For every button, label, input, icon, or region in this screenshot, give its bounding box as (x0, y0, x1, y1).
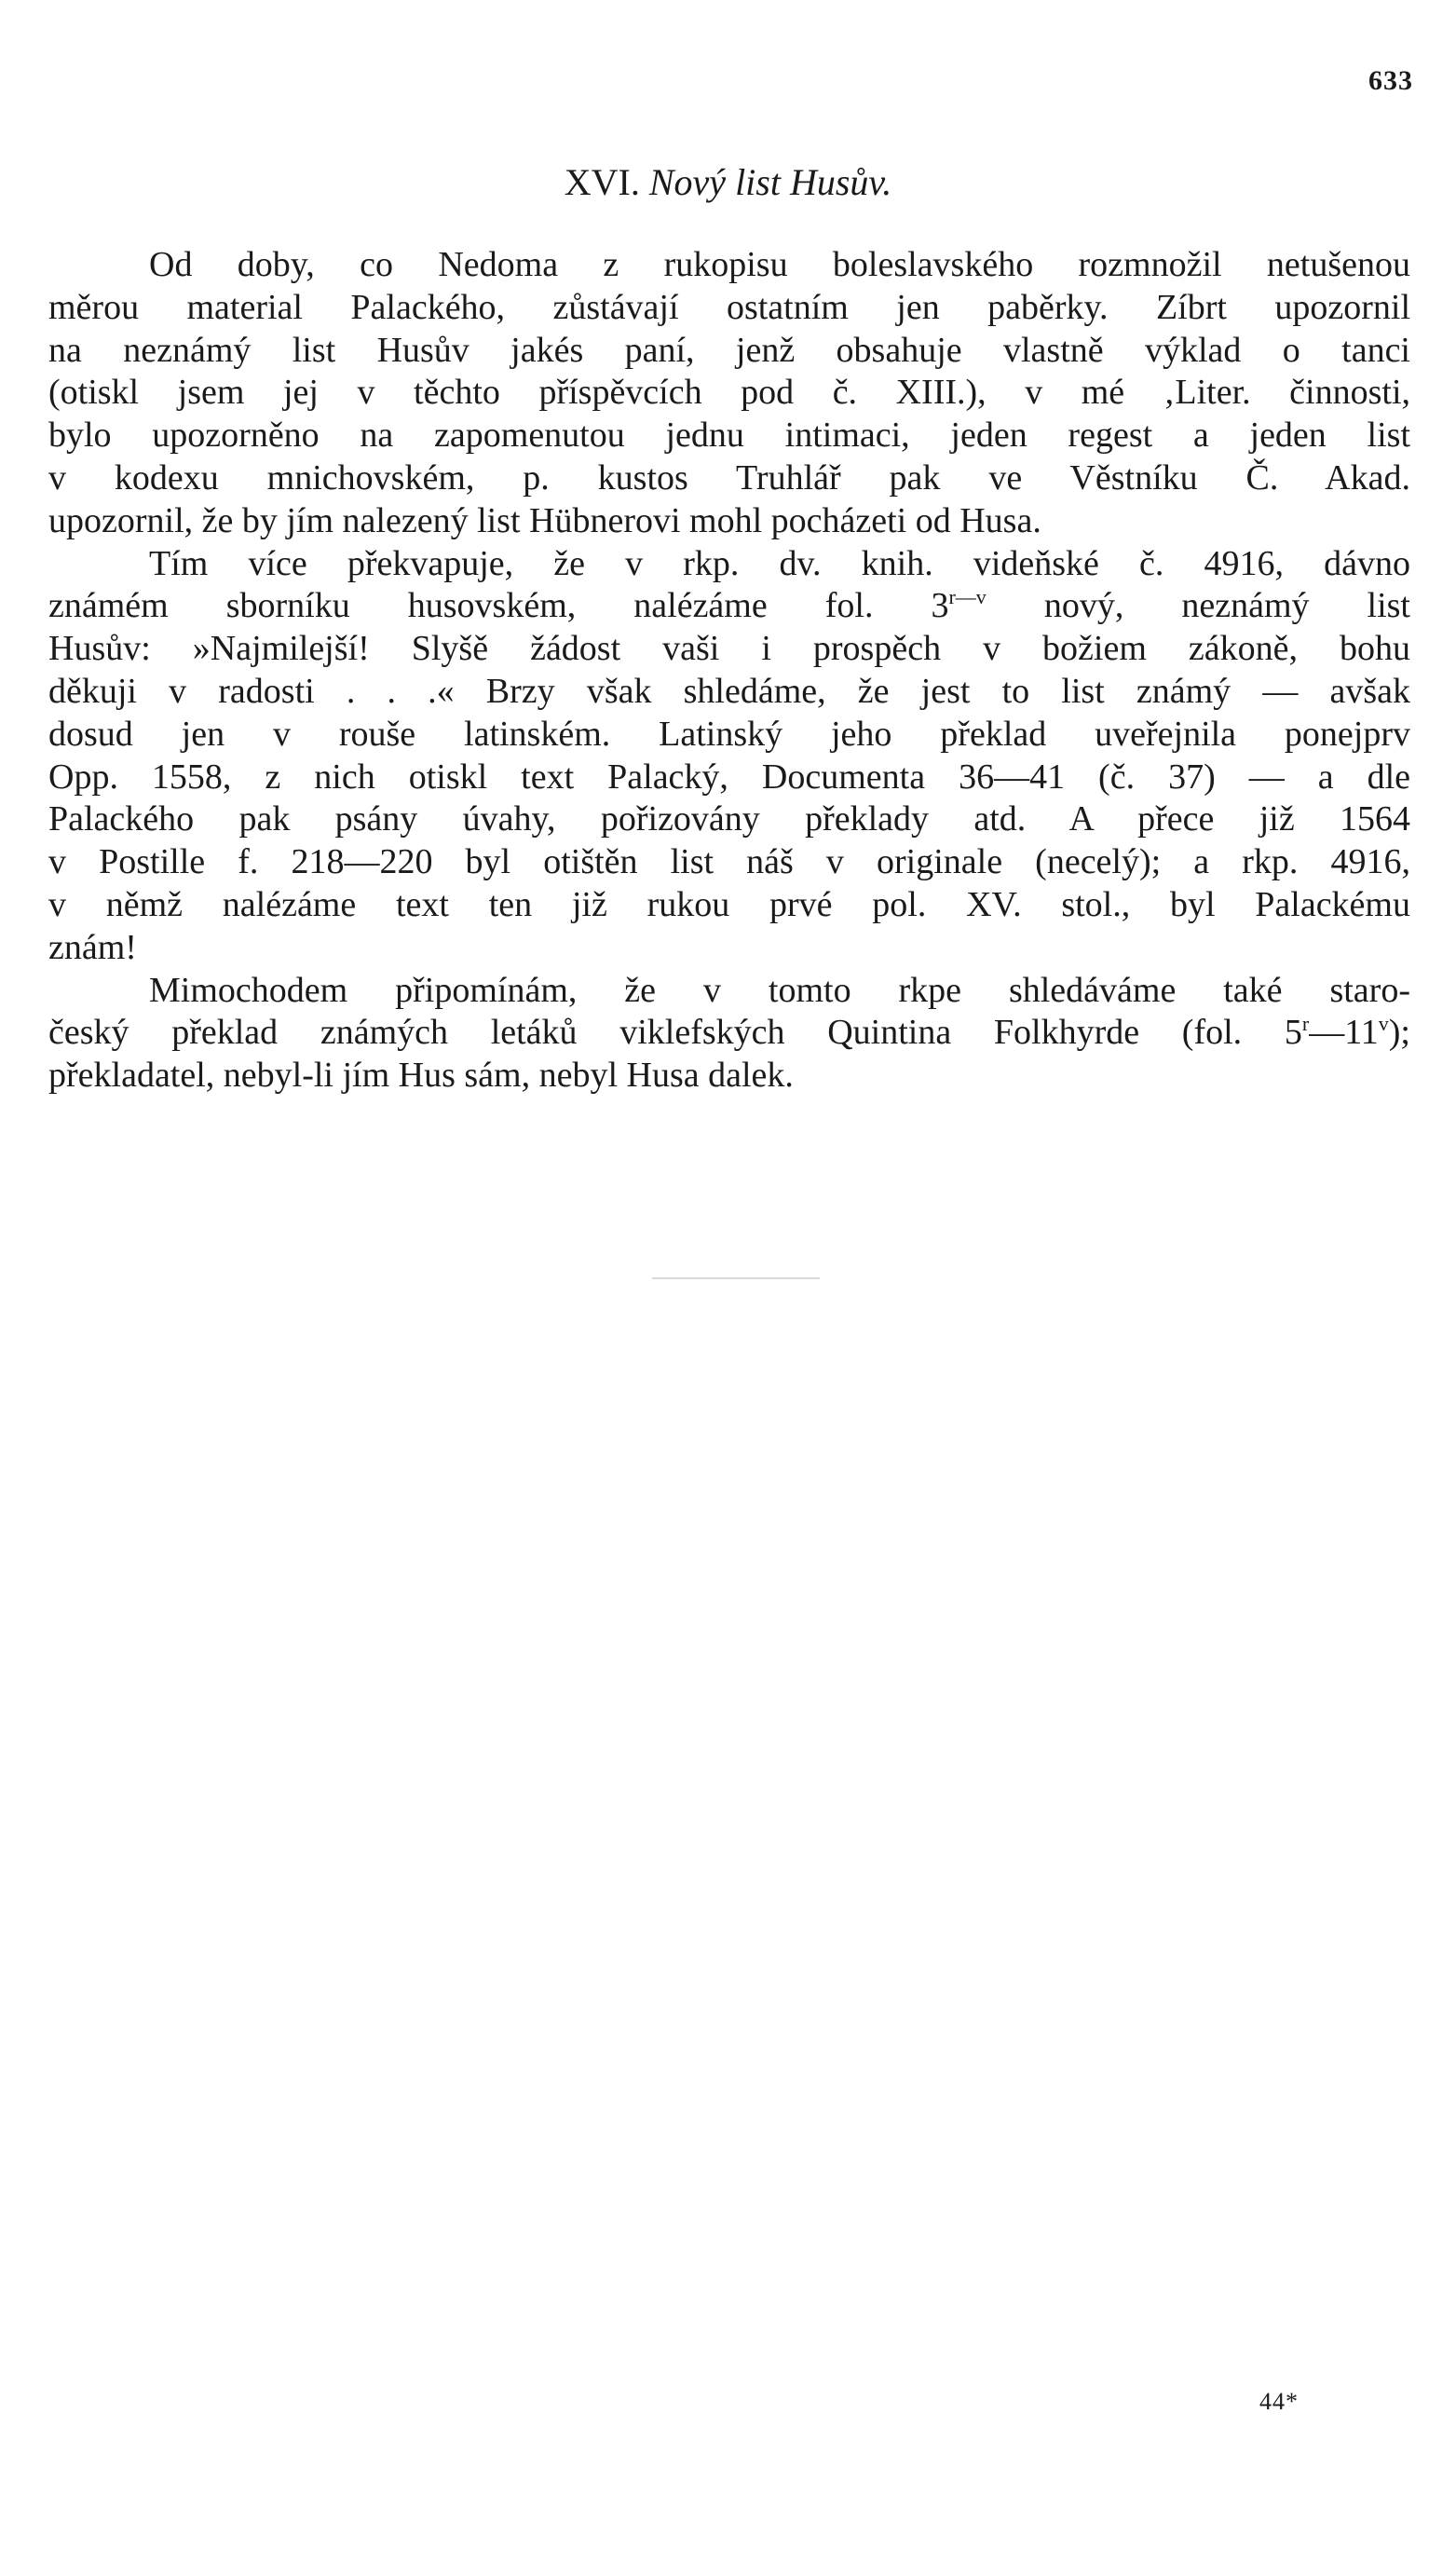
text-line: Husův: »Najmilejší! Slyšě žádost vaši i prospěch v božiem zákoně, bohu (48, 629, 1410, 669)
body-text (48, 244, 1410, 1098)
section-divider (652, 1277, 820, 1279)
text-line: znám! (48, 927, 137, 967)
text-fragment: ); (1388, 1013, 1410, 1053)
text-line: na neznámý list Husův jakés paní, jenž obsahuje vlastně výklad o tanci (48, 330, 1410, 370)
text-line: v Postille f. 218—220 byl otištěn list náš v originale (necelý); a rkp. 4916, (48, 842, 1410, 882)
folio-superscript: v (1378, 1012, 1389, 1036)
text-fragment: nový, neznámý list (986, 586, 1410, 626)
page-heading (0, 160, 1456, 204)
text-line: Od doby, co Nedoma z rukopisu boleslavského rozmnožil netušenou (149, 245, 1410, 284)
text-line: upozornil, že by jím nalezený list Hübnerovi mohl pocházeti od Husa. (48, 500, 1041, 540)
text-line: bylo upozorněno na zapomenutou jednu intimaci, jeden regest a jeden list (48, 416, 1410, 456)
text-fragment: —11 (1309, 1013, 1379, 1053)
text-fragment: známém sborníku husovském, nalézáme fol. 3 (48, 586, 949, 626)
signature-mark: 44* (1259, 2388, 1299, 2415)
folio-superscript: r (1301, 1012, 1310, 1036)
text-line (48, 585, 1410, 628)
text-line: dosud jen v rouše latinském. Latinský jeho překlad uveřejnila ponejprv (48, 714, 1410, 754)
folio-superscript: r—v (948, 585, 987, 609)
text-line: překladatel, nebyl-li jím Hus sám, nebyl Husa dalek. (48, 1056, 794, 1096)
text-line (48, 1012, 1410, 1055)
heading-roman-numeral: XVI. (564, 161, 640, 203)
text-line: děkuji v radosti . . .« Brzy však shledáme, že jest to list známý — avšak (48, 671, 1410, 711)
text-line: Tím více překvapuje, že v rkp. dv. knih. videňské č. 4916, dávno (149, 543, 1410, 583)
text-fragment: český překlad známých letáků viklefských Quintina Folkhyrde (fol. 5 (48, 1013, 1302, 1053)
heading-title: Nový list Husův. (648, 161, 892, 203)
text-line: v němž nalézáme text ten již rukou prvé pol. XV. stol., byl Palackému (48, 884, 1410, 924)
text-line: Palackého pak psány úvahy, pořizovány překlady atd. A přece již 1564 (48, 799, 1410, 839)
text-line: v kodexu mnichovském, p. kustos Truhlář pak ve Věstníku Č. Akad. (48, 457, 1410, 498)
page-number: 633 (1368, 65, 1413, 96)
text-line: (otiskl jsem jej v těchto příspěvcích pod č. XIII.), v mé ‚Liter. činnosti, (48, 373, 1410, 413)
text-line: měrou material Palackého, zůstávají ostatním jen paběrky. Zíbrt upozornil (48, 287, 1410, 327)
text-line: Opp. 1558, z nich otiskl text Palacký, Documenta 36—41 (č. 37) — a dle (48, 757, 1410, 797)
text-line: Mimochodem připomínám, že v tomto rkpe shledáváme také staro- (149, 970, 1410, 1010)
